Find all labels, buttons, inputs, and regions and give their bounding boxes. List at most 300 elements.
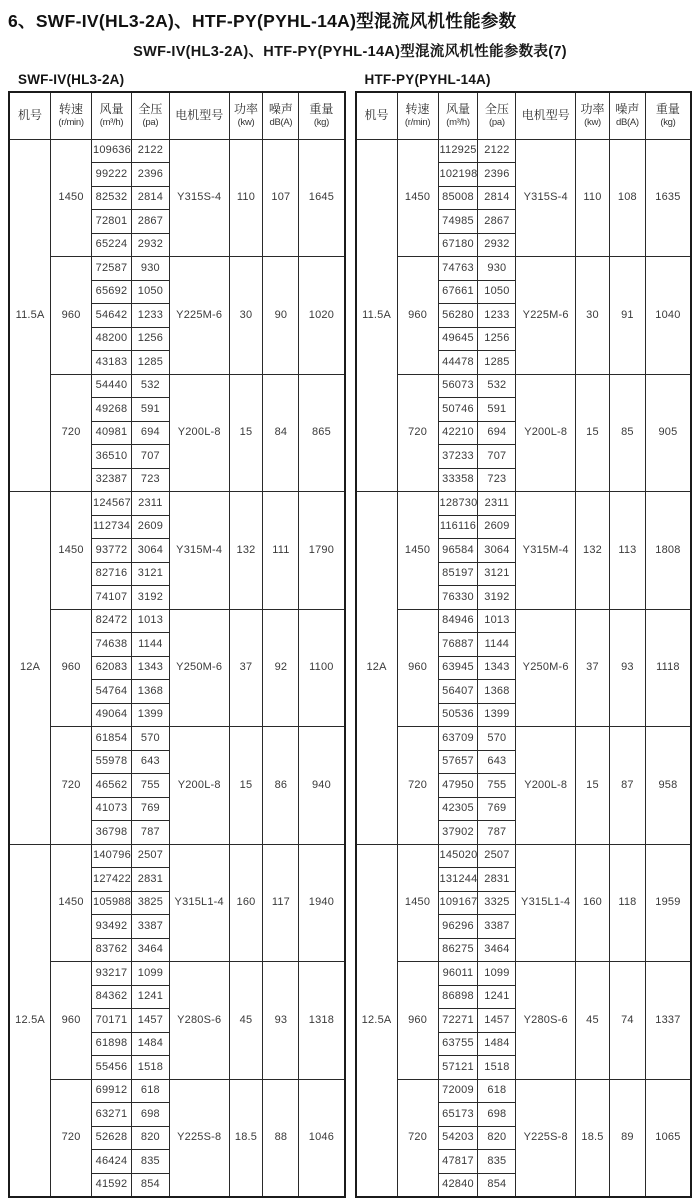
cell-power: 15	[576, 727, 610, 845]
cell-motor: Y200L-8	[169, 727, 229, 845]
cell-pressure: 698	[478, 1103, 516, 1127]
cell-airflow: 96296	[438, 915, 478, 939]
cell-power: 132	[576, 492, 610, 610]
cell-airflow: 140796	[92, 844, 132, 868]
cell-noise: 118	[609, 844, 645, 962]
cell-pressure: 2311	[478, 492, 516, 516]
cell-pressure: 707	[131, 445, 169, 469]
cell-motor: Y315L1-4	[169, 844, 229, 962]
cell-noise: 88	[263, 1079, 299, 1197]
cell-motor: Y225S-8	[169, 1079, 229, 1197]
cell-pressure: 2122	[131, 139, 169, 163]
cell-pressure: 1368	[478, 680, 516, 704]
cell-airflow: 93492	[92, 915, 132, 939]
table-body	[9, 139, 345, 1197]
cell-airflow: 85008	[438, 186, 478, 210]
cell-pressure: 835	[131, 1150, 169, 1174]
cell-pressure: 643	[131, 750, 169, 774]
cell-airflow: 93772	[92, 539, 132, 563]
cell-pressure: 2867	[478, 210, 516, 234]
column-header-label: 噪声	[615, 102, 640, 117]
cell-rpm: 960	[51, 257, 92, 375]
cell-motor: Y200L-8	[516, 374, 576, 492]
cell-pressure: 1518	[478, 1056, 516, 1080]
cell-pressure: 3121	[478, 562, 516, 586]
cell-power: 110	[576, 139, 610, 257]
column-header	[576, 92, 610, 139]
cell-airflow: 72801	[92, 210, 132, 234]
cell-pressure: 1144	[478, 633, 516, 657]
cell-airflow: 37902	[438, 821, 478, 845]
cell-power: 15	[229, 727, 263, 845]
header-row	[9, 92, 345, 139]
cell-power: 37	[576, 609, 610, 727]
cell-pressure: 1368	[131, 680, 169, 704]
cell-noise: 113	[609, 492, 645, 610]
cell-pressure: 1013	[131, 609, 169, 633]
cell-noise: 93	[609, 609, 645, 727]
cell-airflow: 63709	[438, 727, 478, 751]
cell-airflow: 50536	[438, 703, 478, 727]
cell-pressure: 591	[478, 398, 516, 422]
column-header-unit: (pa)	[142, 117, 159, 129]
cell-power: 45	[229, 962, 263, 1080]
cell-airflow: 74985	[438, 210, 478, 234]
cell-power: 30	[576, 257, 610, 375]
cell-pressure: 1343	[131, 656, 169, 680]
cell-rpm: 720	[397, 374, 438, 492]
column-header-label: 全压	[484, 102, 509, 117]
cell-airflow: 67180	[438, 233, 478, 257]
cell-airflow: 47817	[438, 1150, 478, 1174]
cell-power: 37	[229, 609, 263, 727]
cell-pressure: 1399	[131, 703, 169, 727]
cell-airflow: 37233	[438, 445, 478, 469]
cell-airflow: 49645	[438, 327, 478, 351]
column-header	[9, 92, 51, 139]
cell-model: 11.5A	[356, 139, 398, 492]
cell-pressure: 3121	[131, 562, 169, 586]
cell-pressure: 755	[478, 774, 516, 798]
cell-rpm: 720	[397, 1079, 438, 1197]
cell-airflow: 76330	[438, 586, 478, 610]
cell-airflow: 72009	[438, 1079, 478, 1103]
cell-pressure: 3387	[131, 915, 169, 939]
table-row	[356, 257, 692, 281]
page-title: 6、SWF-IV(HL3-2A)、HTF-PY(PYHL-14A)型混流风机性能参数	[8, 11, 517, 31]
cell-pressure: 787	[478, 821, 516, 845]
column-header	[438, 92, 478, 139]
cell-motor: Y280S-6	[516, 962, 576, 1080]
cell-airflow: 99222	[92, 163, 132, 187]
cell-pressure: 643	[478, 750, 516, 774]
cell-pressure: 532	[131, 374, 169, 398]
cell-rpm: 960	[397, 609, 438, 727]
table-row	[356, 1079, 692, 1103]
cell-airflow: 105988	[92, 891, 132, 915]
cell-airflow: 74638	[92, 633, 132, 657]
column-header	[92, 92, 132, 139]
cell-rpm: 1450	[397, 492, 438, 610]
cell-weight: 1118	[645, 609, 691, 727]
cell-airflow: 47950	[438, 774, 478, 798]
cell-noise: 107	[263, 139, 299, 257]
cell-airflow: 56073	[438, 374, 478, 398]
cell-pressure: 3825	[131, 891, 169, 915]
cell-pressure: 769	[131, 797, 169, 821]
cell-airflow: 56280	[438, 304, 478, 328]
cell-rpm: 1450	[51, 492, 92, 610]
cell-pressure: 1457	[131, 1009, 169, 1033]
cell-airflow: 63755	[438, 1032, 478, 1056]
cell-airflow: 102198	[438, 163, 478, 187]
cell-weight: 1065	[645, 1079, 691, 1197]
cell-pressure: 3192	[131, 586, 169, 610]
cell-airflow: 55978	[92, 750, 132, 774]
column-header-unit: (m³/h)	[446, 117, 470, 129]
swf-performance-table	[8, 91, 346, 1198]
cell-noise: 93	[263, 962, 299, 1080]
cell-pressure: 3064	[478, 539, 516, 563]
cell-motor: Y200L-8	[516, 727, 576, 845]
cell-model: 12A	[356, 492, 398, 845]
column-header	[299, 92, 345, 139]
cell-pressure: 2814	[131, 186, 169, 210]
table-label-swf: SWF-IV(HL3-2A)	[18, 72, 125, 87]
cell-rpm: 960	[51, 962, 92, 1080]
cell-noise: 84	[263, 374, 299, 492]
column-header-label: 机号	[18, 108, 43, 123]
cell-pressure: 1484	[131, 1032, 169, 1056]
cell-airflow: 41592	[92, 1173, 132, 1197]
cell-pressure: 2932	[478, 233, 516, 257]
cell-airflow: 76887	[438, 633, 478, 657]
cell-motor: Y250M-6	[169, 609, 229, 727]
column-header	[51, 92, 92, 139]
column-header	[131, 92, 169, 139]
cell-motor: Y225M-6	[516, 257, 576, 375]
cell-power: 30	[229, 257, 263, 375]
cell-pressure: 1285	[131, 351, 169, 375]
cell-pressure: 698	[131, 1103, 169, 1127]
cell-airflow: 74107	[92, 586, 132, 610]
table-row	[9, 727, 345, 751]
cell-pressure: 1484	[478, 1032, 516, 1056]
cell-pressure: 3387	[478, 915, 516, 939]
cell-airflow: 54642	[92, 304, 132, 328]
cell-noise: 117	[263, 844, 299, 962]
cell-rpm: 720	[51, 727, 92, 845]
column-header-unit: (kw)	[584, 117, 601, 129]
cell-airflow: 54203	[438, 1126, 478, 1150]
cell-pressure: 854	[131, 1173, 169, 1197]
cell-pressure: 930	[131, 257, 169, 281]
column-header-label: 机号	[364, 108, 389, 123]
cell-pressure: 618	[131, 1079, 169, 1103]
cell-pressure: 1050	[478, 280, 516, 304]
cell-pressure: 1256	[131, 327, 169, 351]
cell-power: 18.5	[576, 1079, 610, 1197]
cell-pressure: 1343	[478, 656, 516, 680]
table-label-htf: HTF-PY(PYHL-14A)	[364, 72, 491, 87]
cell-power: 132	[229, 492, 263, 610]
cell-weight: 1318	[299, 962, 345, 1080]
cell-airflow: 83762	[92, 938, 132, 962]
cell-airflow: 50746	[438, 398, 478, 422]
table-row	[9, 139, 345, 163]
cell-airflow: 48200	[92, 327, 132, 351]
cell-power: 160	[229, 844, 263, 962]
cell-pressure: 591	[131, 398, 169, 422]
column-header-unit: dB(A)	[269, 117, 293, 129]
cell-noise: 85	[609, 374, 645, 492]
cell-pressure: 1285	[478, 351, 516, 375]
cell-pressure: 930	[478, 257, 516, 281]
cell-airflow: 82472	[92, 609, 132, 633]
cell-motor: Y250M-6	[516, 609, 576, 727]
cell-rpm: 1450	[51, 139, 92, 257]
cell-motor: Y200L-8	[169, 374, 229, 492]
cell-model: 12A	[9, 492, 51, 845]
cell-pressure: 723	[478, 468, 516, 492]
cell-pressure: 1099	[478, 962, 516, 986]
cell-rpm: 960	[397, 962, 438, 1080]
cell-airflow: 84946	[438, 609, 478, 633]
cell-pressure: 2507	[131, 844, 169, 868]
column-header	[169, 92, 229, 139]
table-row	[9, 374, 345, 398]
table-block-htf	[355, 72, 693, 1198]
cell-airflow: 70171	[92, 1009, 132, 1033]
cell-airflow: 127422	[92, 868, 132, 892]
cell-airflow: 56407	[438, 680, 478, 704]
cell-airflow: 85197	[438, 562, 478, 586]
cell-airflow: 112925	[438, 139, 478, 163]
column-header-unit: (m³/h)	[99, 117, 124, 129]
cell-airflow: 145020	[438, 844, 478, 868]
cell-airflow: 46424	[92, 1150, 132, 1174]
column-header-label: 电机型号	[521, 108, 570, 123]
cell-pressure: 707	[478, 445, 516, 469]
cell-airflow: 84362	[92, 985, 132, 1009]
page-subtitle: SWF-IV(HL3-2A)、HTF-PY(PYHL-14A)型混流风机性能参数表(7)	[133, 44, 567, 60]
cell-weight: 1808	[645, 492, 691, 610]
column-header-unit: (pa)	[489, 117, 505, 129]
cell-pressure: 2396	[131, 163, 169, 187]
cell-airflow: 63271	[92, 1103, 132, 1127]
cell-airflow: 36510	[92, 445, 132, 469]
cell-airflow: 40981	[92, 421, 132, 445]
cell-airflow: 82716	[92, 562, 132, 586]
cell-airflow: 36798	[92, 821, 132, 845]
column-header-unit: (kg)	[660, 117, 676, 129]
cell-power: 160	[576, 844, 610, 962]
cell-pressure: 2122	[478, 139, 516, 163]
cell-pressure: 2867	[131, 210, 169, 234]
cell-weight: 1645	[299, 139, 345, 257]
cell-power: 18.5	[229, 1079, 263, 1197]
table-row	[356, 609, 692, 633]
cell-rpm: 960	[51, 609, 92, 727]
table-row	[9, 257, 345, 281]
cell-weight: 1790	[299, 492, 345, 610]
cell-noise: 92	[263, 609, 299, 727]
cell-weight: 1046	[299, 1079, 345, 1197]
cell-model: 12.5A	[9, 844, 51, 1197]
cell-pressure: 769	[478, 797, 516, 821]
cell-pressure: 694	[131, 421, 169, 445]
cell-airflow: 69912	[92, 1079, 132, 1103]
table-body	[356, 139, 692, 1197]
cell-airflow: 72587	[92, 257, 132, 281]
table-row	[9, 962, 345, 986]
cell-pressure: 1144	[131, 633, 169, 657]
cell-pressure: 618	[478, 1079, 516, 1103]
column-header-unit: (kg)	[313, 117, 329, 129]
cell-airflow: 41073	[92, 797, 132, 821]
table-row	[9, 1079, 345, 1103]
table-row	[356, 374, 692, 398]
cell-airflow: 86898	[438, 985, 478, 1009]
cell-airflow: 42210	[438, 421, 478, 445]
cell-motor: Y225M-6	[169, 257, 229, 375]
cell-noise: 111	[263, 492, 299, 610]
column-header-unit: (kw)	[237, 117, 255, 129]
cell-pressure: 570	[131, 727, 169, 751]
cell-pressure: 787	[131, 821, 169, 845]
cell-airflow: 72271	[438, 1009, 478, 1033]
cell-airflow: 65224	[92, 233, 132, 257]
cell-airflow: 82532	[92, 186, 132, 210]
cell-pressure: 2609	[478, 515, 516, 539]
table-row	[356, 844, 692, 868]
cell-pressure: 1099	[131, 962, 169, 986]
cell-weight: 1040	[645, 257, 691, 375]
table-row	[356, 727, 692, 751]
cell-motor: Y315M-4	[169, 492, 229, 610]
cell-pressure: 820	[131, 1126, 169, 1150]
cell-motor: Y315M-4	[516, 492, 576, 610]
cell-weight: 1337	[645, 962, 691, 1080]
cell-airflow: 49268	[92, 398, 132, 422]
table-row	[9, 609, 345, 633]
cell-weight: 958	[645, 727, 691, 845]
cell-pressure: 1013	[478, 609, 516, 633]
cell-motor: Y225S-8	[516, 1079, 576, 1197]
cell-pressure: 2507	[478, 844, 516, 868]
cell-airflow: 96011	[438, 962, 478, 986]
cell-airflow: 55456	[92, 1056, 132, 1080]
cell-noise: 74	[609, 962, 645, 1080]
column-header	[478, 92, 516, 139]
cell-power: 110	[229, 139, 263, 257]
cell-pressure: 3464	[131, 938, 169, 962]
column-header	[645, 92, 691, 139]
table-row	[356, 962, 692, 986]
cell-rpm: 1450	[51, 844, 92, 962]
cell-motor: Y315S-4	[516, 139, 576, 257]
table-row	[356, 492, 692, 516]
cell-pressure: 694	[478, 421, 516, 445]
cell-pressure: 2609	[131, 515, 169, 539]
cell-pressure: 2396	[478, 163, 516, 187]
column-header-label: 电机型号	[175, 108, 224, 123]
cell-airflow: 42305	[438, 797, 478, 821]
cell-airflow: 42840	[438, 1173, 478, 1197]
cell-airflow: 112734	[92, 515, 132, 539]
cell-weight: 1100	[299, 609, 345, 727]
cell-airflow: 54440	[92, 374, 132, 398]
column-header-label: 全压	[138, 102, 163, 117]
cell-airflow: 86275	[438, 938, 478, 962]
cell-airflow: 65692	[92, 280, 132, 304]
cell-airflow: 61898	[92, 1032, 132, 1056]
cell-airflow: 57657	[438, 750, 478, 774]
cell-pressure: 2311	[131, 492, 169, 516]
cell-pressure: 570	[478, 727, 516, 751]
column-header	[397, 92, 438, 139]
cell-airflow: 93217	[92, 962, 132, 986]
cell-pressure: 1233	[478, 304, 516, 328]
cell-motor: Y280S-6	[169, 962, 229, 1080]
cell-airflow: 61854	[92, 727, 132, 751]
header-row	[356, 92, 692, 139]
cell-pressure: 532	[478, 374, 516, 398]
cell-noise: 86	[263, 727, 299, 845]
cell-airflow: 67661	[438, 280, 478, 304]
cell-airflow: 65173	[438, 1103, 478, 1127]
cell-pressure: 1050	[131, 280, 169, 304]
column-header	[609, 92, 645, 139]
column-header-label: 重量	[655, 102, 680, 117]
cell-airflow: 54764	[92, 680, 132, 704]
cell-pressure: 2831	[131, 868, 169, 892]
cell-airflow: 33358	[438, 468, 478, 492]
table-block-swf	[8, 72, 346, 1198]
cell-weight: 865	[299, 374, 345, 492]
cell-model: 12.5A	[356, 844, 398, 1197]
cell-noise: 89	[609, 1079, 645, 1197]
cell-power: 15	[229, 374, 263, 492]
cell-airflow: 109167	[438, 891, 478, 915]
table-row	[356, 139, 692, 163]
cell-rpm: 1450	[397, 844, 438, 962]
cell-airflow: 43183	[92, 351, 132, 375]
cell-rpm: 720	[51, 374, 92, 492]
cell-pressure: 2831	[478, 868, 516, 892]
cell-motor: Y315S-4	[169, 139, 229, 257]
cell-pressure: 3192	[478, 586, 516, 610]
table-row	[9, 844, 345, 868]
tables-container	[8, 72, 692, 1198]
column-header-label: 风量	[99, 102, 124, 117]
cell-weight: 940	[299, 727, 345, 845]
cell-model: 11.5A	[9, 139, 51, 492]
cell-weight: 1020	[299, 257, 345, 375]
column-header-unit: (r/min)	[58, 117, 84, 129]
table-header	[9, 92, 345, 139]
column-header-label: 风量	[445, 102, 470, 117]
column-header-label: 功率	[580, 102, 605, 117]
cell-noise: 91	[609, 257, 645, 375]
cell-pressure: 1457	[478, 1009, 516, 1033]
cell-weight: 1940	[299, 844, 345, 962]
column-header	[356, 92, 398, 139]
cell-pressure: 2814	[478, 186, 516, 210]
cell-airflow: 44478	[438, 351, 478, 375]
column-header-label: 转速	[59, 102, 84, 117]
cell-airflow: 49064	[92, 703, 132, 727]
